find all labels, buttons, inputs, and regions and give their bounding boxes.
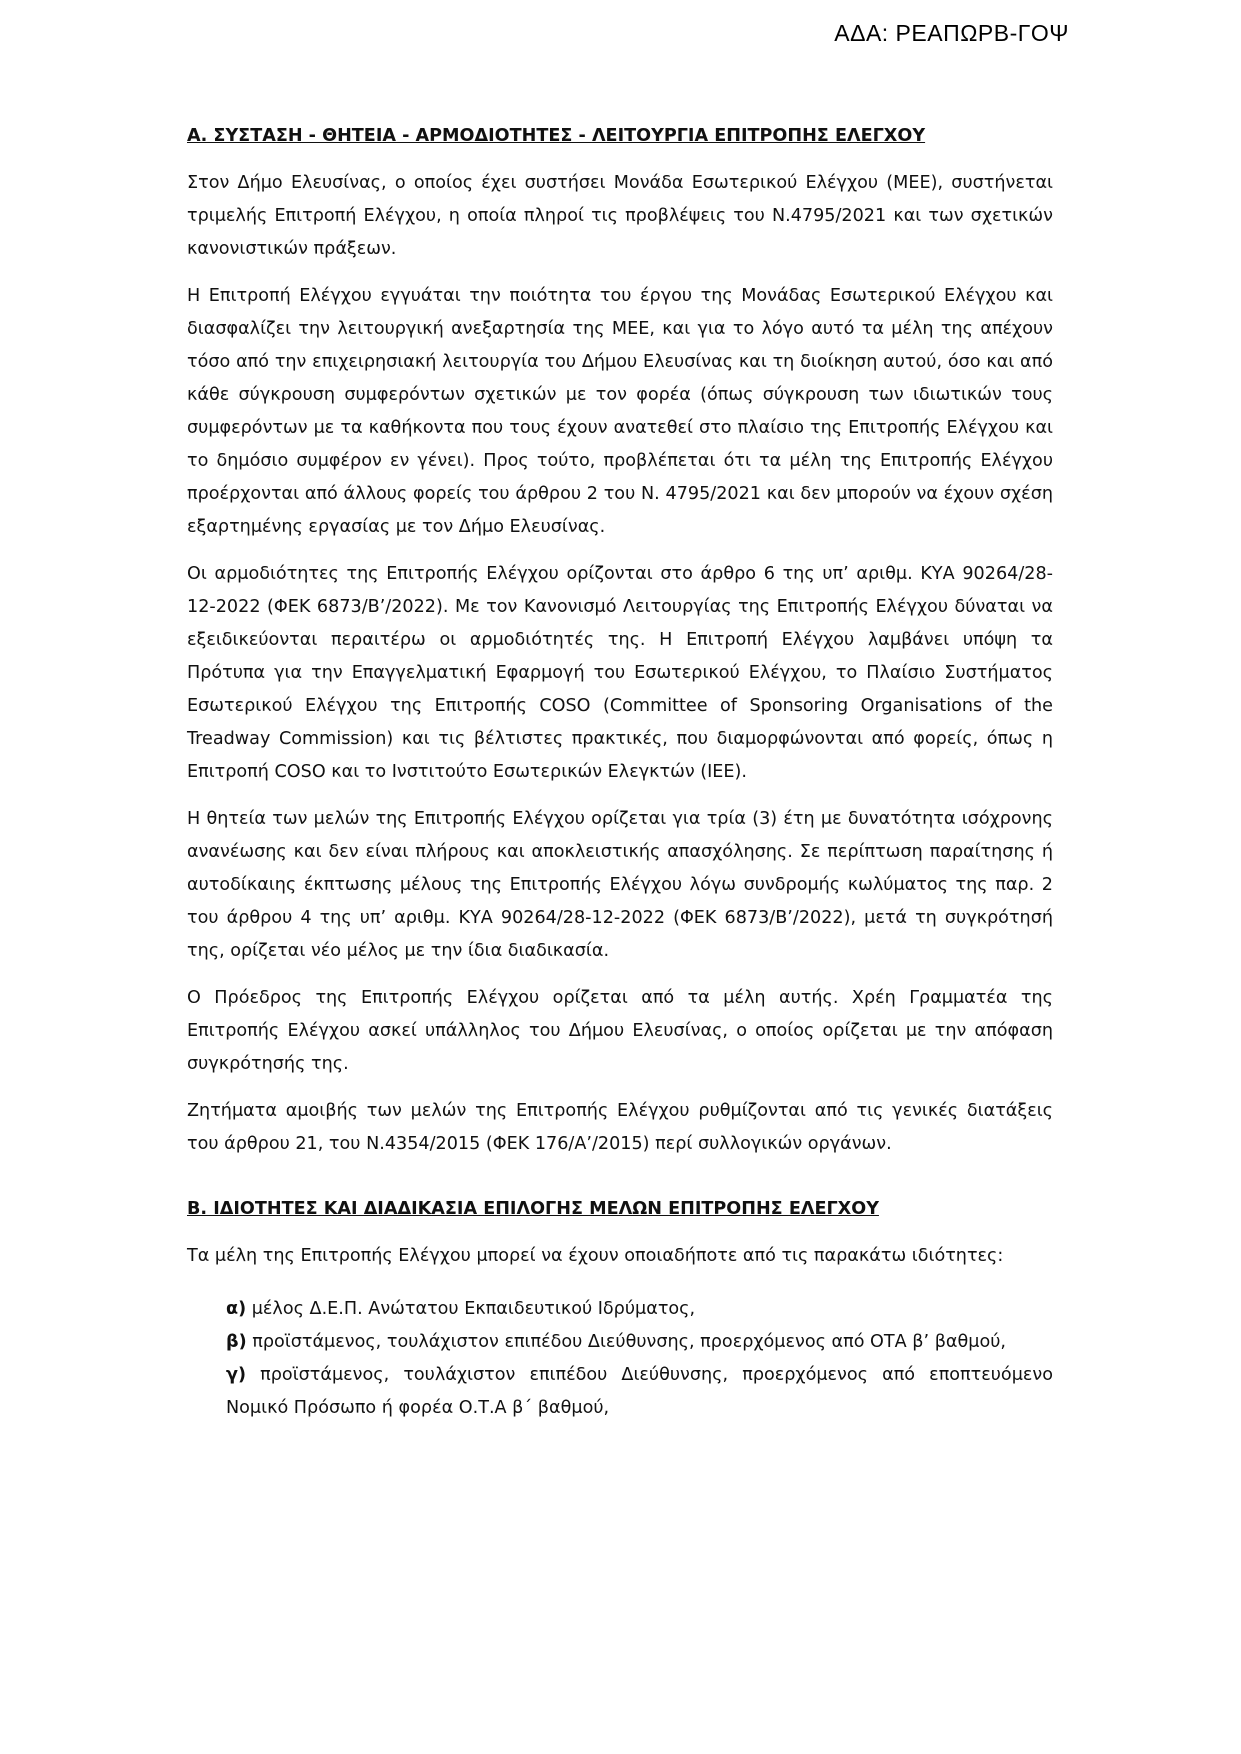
list-item-letter: α): [226, 1299, 247, 1319]
list-item-text: προϊστάμενος, τουλάχιστον επιπέδου Διεύθυνσης, προερχόμενος από ΟΤΑ β’ βαθμού,: [246, 1332, 1007, 1352]
section-a-heading: Α. ΣΥΣΤΑΣΗ - ΘΗΤΕΙΑ - ΑΡΜΟΔΙΟΤΗΤΕΣ - ΛΕΙΤΟΥΡΓΙΑ ΕΠΙΤΡΟΠΗΣ ΕΛΕΓΧΟΥ: [187, 126, 926, 146]
section-b-heading: Β. ΙΔΙΟΤΗΤΕΣ ΚΑΙ ΔΙΑΔΙΚΑΣΙΑ ΕΠΙΛΟΓΗΣ ΜΕΛΩΝ ΕΠΙΤΡΟΠΗΣ ΕΛΕΓΧΟΥ: [187, 1199, 879, 1219]
section-a-paragraph-2: Η Επιτροπή Ελέγχου εγγυάται την ποιότητα του έργου της Μονάδας Εσωτερικού Ελέγχου και διασφαλίζει την λειτουργική ανεξαρτησία της ΜΕΕ, και για το λόγο αυτό τα μέλη της απέχουν τόσο από την επιχειρησιακή λειτουργία του Δήμου Ελευσίνας και τη διοίκηση αυτού, όσο και από κάθε σύγκρουση συμφερόντων σχετικών με τον φορέα (όπως σύγκρουση των ιδιωτικών τους συμφερόντων με τα καθήκοντα που τους έχουν ανατεθεί στο πλαίσιο της Επιτροπής Ελέγχου και το δημόσιο συμφέρον εν γένει). Προς τούτο, προβλέπεται ότι τα μέλη της Επιτροπής Ελέγχου προέρχονται από άλλους φορείς του άρθρου 2 του Ν. 4795/2021 και δεν μπορούν να έχουν σχέση εξαρτημένης εργασίας με τον Δήμο Ελευσίνας.: [187, 286, 1053, 537]
section-a-paragraph-3: Οι αρμοδιότητες της Επιτροπής Ελέγχου ορίζονται στο άρθρο 6 της υπ’ αριθμ. ΚΥΑ 90264/28-12-2022 (ΦΕΚ 6873/Β’/2022). Με τον Κανονισμό Λειτουργίας της Επιτροπής Ελέγχου δύναται να εξειδικεύονται περαιτέρω οι αρμοδιότητές της. Η Επιτροπή Ελέγχου λαμβάνει υπόψη τα Πρότυπα για την Επαγγελματική Εφαρμογή του Εσωτερικού Ελέγχου, το Πλαίσιο Συστήματος Εσωτερικού Ελέγχου της Επιτροπής COSO (Committee of Sponsoring Organisations of the Treadway Commission) και τις βέλτιστες πρακτικές, που διαμορφώνονται από φορείς, όπως η Επιτροπή COSO και το Ινστιτούτο Εσωτερικών Ελεγκτών (ΙΕΕ).: [187, 564, 1053, 782]
section-a-paragraph-4: Η θητεία των μελών της Επιτροπής Ελέγχου ορίζεται για τρία (3) έτη με δυνατότητα ισόχρονης ανανέωσης και δεν είναι πλήρους και αποκλειστικής απασχόλησης. Σε περίπτωση παραίτησης ή αυτοδίκαιης έκπτωσης μέλους της Επιτροπής Ελέγχου λόγω συνδρομής κωλύματος της παρ. 2 του άρθρου 4 της υπ’ αριθμ. ΚΥΑ 90264/28-12-2022 (ΦΕΚ 6873/Β’/2022), μετά τη συγκρότησή της, ορίζεται νέο μέλος με την ίδια διαδικασία.: [187, 809, 1053, 961]
section-a-paragraph-1: Στον Δήμο Ελευσίνας, ο οποίος έχει συστήσει Μονάδα Εσωτερικού Ελέγχου (ΜΕΕ), συστήνεται τριμελής Επιτροπή Ελέγχου, η οποία πληροί τις προβλέψεις του Ν.4795/2021 και των σχετικών κανονιστικών πράξεων.: [187, 173, 1053, 259]
section-a-paragraph-5: Ο Πρόεδρος της Επιτροπής Ελέγχου ορίζεται από τα μέλη αυτής. Χρέη Γραμματέα της Επιτροπής Ελέγχου ασκεί υπάλληλος του Δήμου Ελευσίνας, ο οποίος ορίζεται με την απόφαση συγκρότησής της.: [187, 988, 1053, 1074]
document-body: [187, 120, 1053, 1425]
list-item: [226, 1293, 1053, 1326]
section-b-intro: Τα μέλη της Επιτροπής Ελέγχου μπορεί να έχουν οποιαδήποτε από τις παρακάτω ιδιότητες:: [187, 1246, 1004, 1266]
list-item-text: προϊστάμενος, τουλάχιστον επιπέδου Διεύθυνσης, προερχόμενος από εποπτευόμενο Νομικό Πρόσωπο ή φορέα Ο.Τ.Α β΄ βαθμού,: [226, 1365, 1053, 1418]
section-a-paragraph-6: Ζητήματα αμοιβής των μελών της Επιτροπής Ελέγχου ρυθμίζονται από τις γενικές διατάξεις του άρθρου 21, του Ν.4354/2015 (ΦΕΚ 176/Α’/2015) περί συλλογικών οργάνων.: [187, 1101, 1053, 1154]
list-item-letter: β): [226, 1332, 247, 1352]
ada-code: ΑΔΑ: ΡΕΑΠΩΡΒ-ΓΟΨ: [834, 20, 1069, 46]
list-item-text: μέλος Δ.Ε.Π. Ανώτατου Εκπαιδευτικού Ιδρύματος,: [246, 1299, 696, 1319]
qualifications-list: [226, 1293, 1053, 1425]
list-item: [226, 1359, 1053, 1425]
list-item-letter: γ): [226, 1365, 247, 1385]
list-item: [226, 1326, 1053, 1359]
